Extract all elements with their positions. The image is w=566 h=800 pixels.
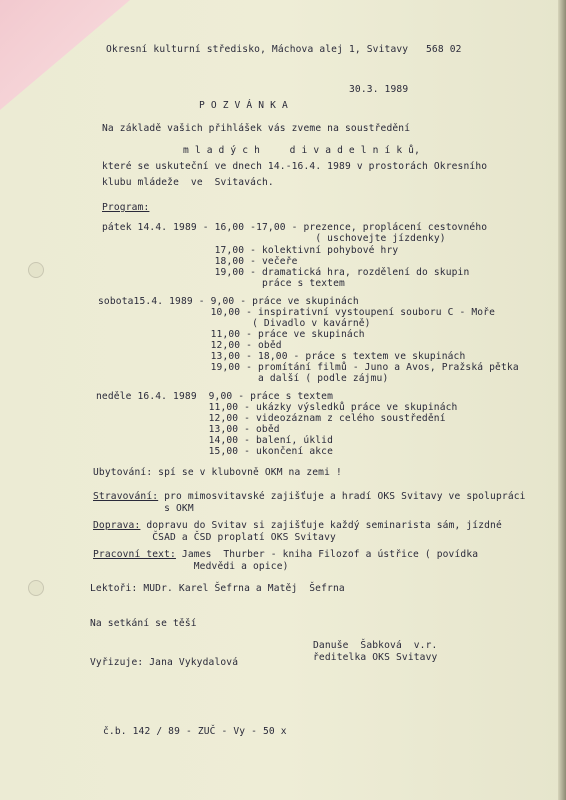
lecturers-note: Lektoři: MUDr. Karel Šefrna a Matěj Šefrna	[90, 583, 345, 594]
closing-line: Na setkání se těší	[90, 618, 197, 629]
transport-text: dopravu do Svitav si zajišťuje každý seminarista sám, jízdné	[140, 520, 502, 531]
signatory-role: ředitelka OKS Svitavy	[313, 652, 438, 663]
document-title: P O Z V Á N K A	[199, 100, 288, 111]
program-line: ( uschovejte jízdenky)	[102, 233, 446, 244]
program-line: 13,00 - 18,00 - práce s textem ve skupinách	[98, 351, 466, 362]
program-line: 18,00 - večeře	[102, 256, 298, 267]
accommodation-note: Ubytování: spí se v klubovně OKM na zemi !	[93, 467, 342, 478]
program-line: 11,00 - práce ve skupinách	[98, 329, 365, 340]
program-line: 17,00 - kolektivní pohybové hry	[102, 245, 399, 256]
program-line: 12,00 - videozáznam z celého soustředění	[96, 413, 446, 424]
working-text-2: Medvědi a opice)	[93, 561, 289, 572]
program-line: 11,00 - ukázky výsledků práce ve skupinách	[96, 402, 458, 413]
reference-number: č.b. 142 / 89 - ZUČ - Vy - 50 x	[103, 726, 287, 737]
letter-date: 30.3. 1989	[349, 84, 409, 95]
folded-pink-corner	[0, 0, 130, 110]
punch-hole-mark	[28, 580, 44, 596]
program-line: 19,00 - promítání filmů - Juno a Avos, Pražská pětka	[98, 362, 519, 373]
program-line: 19,00 - dramatická hra, rozdělení do skupin	[102, 267, 470, 278]
transport-note	[93, 520, 502, 531]
program-line: 13,00 - oběd	[96, 424, 280, 435]
transport-text-2: ČSAD a ČSD proplatí OKS Svitavy	[93, 532, 336, 543]
program-line: 10,00 - inspirativní vystoupení souboru C - Moře	[98, 307, 496, 318]
working-text-label: Pracovní text:	[93, 549, 176, 560]
punch-hole-mark	[28, 262, 44, 278]
program-heading: Program:	[102, 202, 150, 213]
sender-address: Okresní kulturní středisko, Máchova alej 1, Svitavy 568 02	[106, 44, 462, 55]
intro-line-1: Na základě vašich přihlášek vás zveme na soustředění	[102, 123, 411, 134]
program-line: ( Divadlo v kavárně)	[98, 318, 371, 329]
program-line: a další ( podle zájmu)	[98, 373, 389, 384]
catering-label: Stravování:	[93, 491, 159, 502]
program-line: 12,00 - oběd	[98, 340, 282, 351]
intro-line-4: klubu mládeže ve Svitavách.	[102, 177, 274, 188]
catering-text-2: s OKM	[93, 503, 194, 514]
program-line: 14,00 - balení, úklid	[96, 435, 334, 446]
page-edge-shadow	[558, 0, 566, 800]
signatory-name: Danuše Šabková v.r.	[313, 640, 438, 651]
handled-by: Vyřizuje: Jana Vykydalová	[90, 657, 239, 668]
catering-text: pro mimosvitavské zajišťuje a hradí OKS Svitavy ve spolupráci	[158, 491, 526, 502]
program-line: 15,00 - ukončení akce	[96, 446, 334, 457]
intro-line-3: které se uskuteční ve dnech 14.-16.4. 1989 v prostorách Okresního	[102, 161, 488, 172]
working-text-text: James Thurber - kniha Filozof a ústřice ( povídka	[175, 549, 479, 560]
transport-label: Doprava:	[93, 520, 141, 531]
program-line: pátek 14.4. 1989 - 16,00 -17,00 - prezence, proplácení cestovného	[102, 222, 488, 233]
working-text-note	[93, 549, 478, 560]
program-line: neděle 16.4. 1989 9,00 - práce s textem	[96, 391, 334, 402]
program-line: práce s textem	[102, 278, 345, 289]
catering-note	[93, 491, 526, 502]
intro-line-2: m l a d ý c h d i v a d e l n í k ů,	[183, 145, 421, 156]
program-line: sobota15.4. 1989 - 9,00 - práce ve skupinách	[98, 296, 359, 307]
